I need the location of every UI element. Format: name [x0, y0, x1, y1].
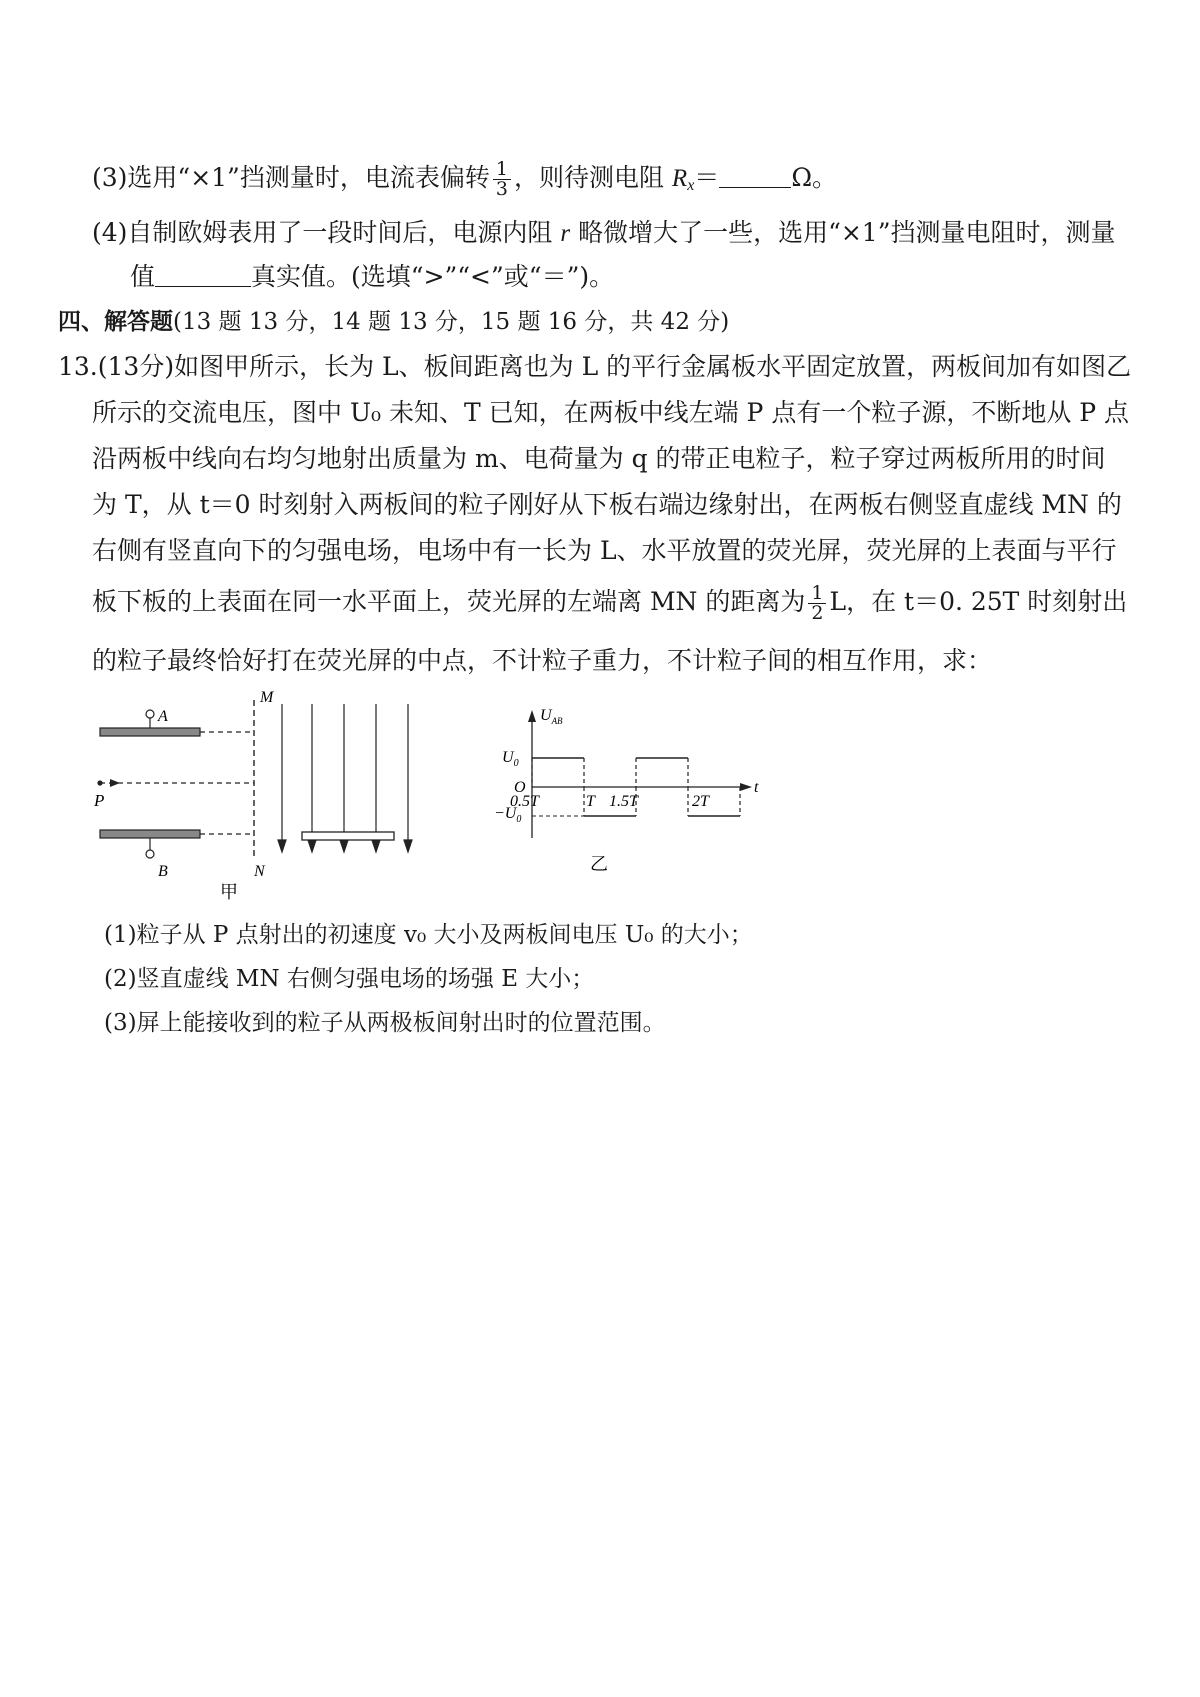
- question-1: (1)粒子从 P 点射出的初速度 v₀ 大小及两板间电压 U₀ 的大小；: [104, 922, 753, 948]
- question-2: (2)竖直虚线 MN 右侧匀强电场的场强 E 大小；: [104, 966, 595, 992]
- q4-line2: [130, 262, 614, 292]
- q4-text-b: 略微增大了一些，选用“×1”挡测量电阻时，测量: [578, 218, 1116, 247]
- field-lines: [278, 704, 412, 852]
- caption-jia: 甲: [220, 882, 238, 902]
- q3-unit: Ω。: [791, 163, 838, 192]
- figure-yi: [470, 688, 820, 908]
- p13-frac-num: 1: [808, 584, 826, 604]
- p13-line-6a: 板下板的上表面在同一水平面上，荧光屏的左端离 MN 的距离为: [92, 587, 806, 616]
- q4-var: r: [560, 220, 571, 247]
- tick-neg-u0: $-U_0$: [494, 805, 522, 825]
- tick-2t: 2T: [692, 793, 709, 810]
- tick-t: T: [586, 793, 595, 810]
- p13-line-2: 所示的交流电压，图中 U₀ 未知、T 已知，在两板中线左端 P 点有一个粒子源，不断地从 P 点: [92, 398, 1130, 427]
- label-m: M: [260, 689, 274, 706]
- origin-label: O: [514, 779, 526, 796]
- q4-answer-blank[interactable]: [155, 285, 251, 287]
- q3-fraction: [493, 160, 511, 199]
- fluorescent-screen: [302, 832, 394, 840]
- question-3: (3)屏上能接收到的粒子从两极板间射出时的位置范围。: [104, 1010, 666, 1036]
- tick-pos-u0: $U_0$: [502, 749, 519, 769]
- plate-a: [100, 728, 200, 736]
- label-p: P: [94, 791, 105, 810]
- p13-frac-den: 2: [811, 602, 824, 624]
- p13-line-1: 13.(13分)如图甲所示，长为 L、板间距离也为 L 的平行金属板水平固定放置，两板间加有如图乙: [58, 352, 1132, 381]
- q3-sub: x: [687, 177, 695, 194]
- section-title: 四、解答题: [58, 308, 173, 335]
- terminal-a: [146, 710, 154, 718]
- q3-var: R: [671, 165, 688, 192]
- label-b: B: [158, 863, 168, 880]
- q3-after: ，则待测电阻: [513, 163, 664, 192]
- q3-answer-blank[interactable]: [719, 186, 791, 188]
- p13-fraction: [808, 584, 826, 623]
- q3-text: (3)选用“×1”挡测量时，电流表偏转: [92, 163, 490, 192]
- label-a: A: [158, 708, 168, 725]
- section-heading: [58, 308, 729, 337]
- q4-text-c: 值: [130, 262, 156, 291]
- q3-line: [92, 160, 837, 199]
- source-p: [97, 780, 102, 785]
- q4-text-d: 真实值。(选填“>”“<”或“＝”)。: [251, 262, 615, 291]
- q4-line1: [92, 218, 1115, 249]
- label-n: N: [254, 863, 265, 880]
- q3-frac-den: 3: [495, 178, 508, 200]
- q4-text-a: (4)自制欧姆表用了一段时间后，电源内阻: [92, 218, 553, 247]
- section-detail: (13 题 13 分，14 题 13 分，15 题 16 分，共 42 分): [173, 309, 730, 335]
- p13-line-6b: L，在 t＝0. 25T 时刻射出: [829, 587, 1128, 616]
- x-label: t: [754, 779, 759, 796]
- p13-line-7: 的粒子最终恰好打在荧光屏的中点，不计粒子重力，不计粒子间的相互作用，求：: [92, 646, 993, 675]
- p13-line-5: 右侧有竖直向下的匀强电场，电场中有一长为 L、水平放置的荧光屏，荧光屏的上表面与平行: [92, 536, 1117, 565]
- p13-line-4: 为 T，从 t＝0 时刻射入两板间的粒子刚好从下板右端边缘射出，在两板右侧竖直虚线 MN 的: [92, 490, 1122, 519]
- plate-b: [100, 830, 200, 838]
- p13-line-6: [92, 584, 1127, 623]
- terminal-b: [146, 850, 154, 858]
- caption-yi: 乙: [590, 854, 608, 874]
- tick-0-5t: 0.5T: [510, 793, 539, 810]
- q3-eq: ＝: [694, 163, 720, 192]
- y-label: $U_{AB}$: [540, 707, 563, 726]
- q3-frac-num: 1: [493, 160, 511, 180]
- tick-1-5t: 1.5T: [609, 793, 638, 810]
- p13-line-3: 沿两板中线向右均匀地射出质量为 m、电荷量为 q 的带正电粒子，粒子穿过两板所用的时间: [92, 444, 1106, 473]
- figure-jia: [88, 688, 428, 908]
